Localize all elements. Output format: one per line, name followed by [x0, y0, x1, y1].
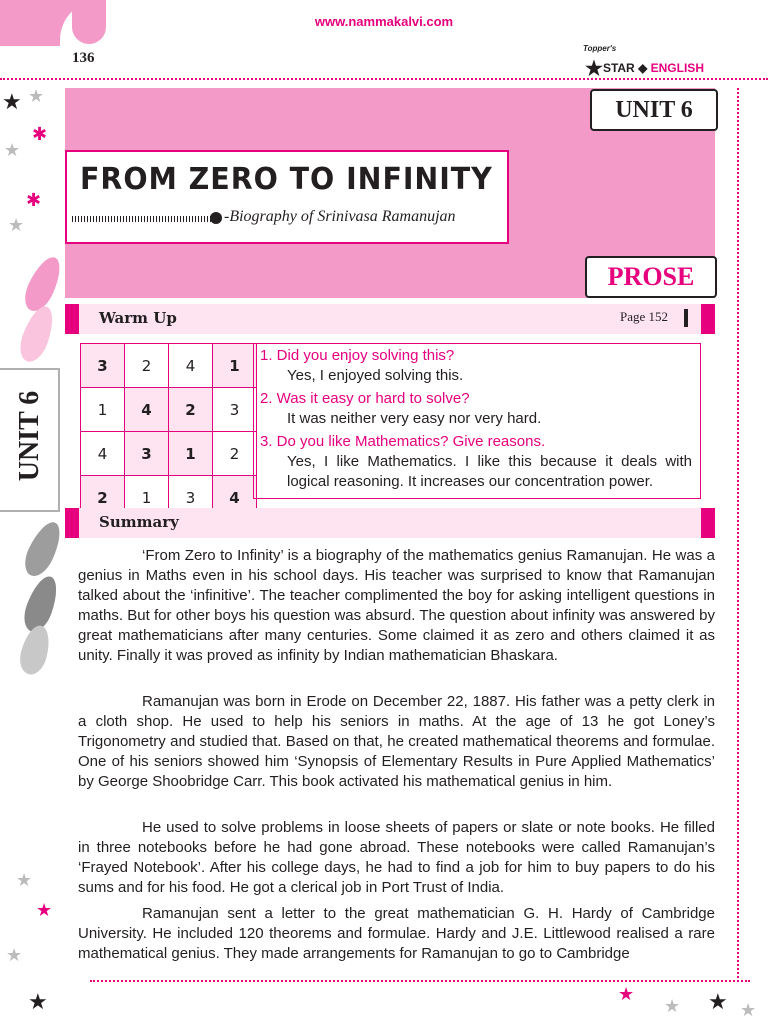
grid-cell: 3 — [81, 344, 125, 388]
page-reference: Page 152 — [620, 309, 669, 324]
grid-cell: 2 — [81, 476, 125, 520]
right-dotted-line — [737, 88, 739, 978]
question-2: 2. Was it easy or hard to solve? — [260, 390, 470, 407]
grid-cell: 1 — [125, 476, 169, 520]
grid-row — [81, 344, 257, 388]
grid-cell: 3 — [213, 388, 257, 432]
star-icon: ★ — [618, 984, 635, 1005]
star-icon: ★ — [4, 140, 21, 161]
petal-decoration — [19, 517, 67, 581]
brand-subject: ENGLISH — [650, 61, 704, 75]
bottom-dotted-line — [90, 980, 750, 982]
chapter-subtitle: -Biography of Srinivasa Ramanujan — [224, 208, 456, 225]
section-type-label: PROSE — [585, 256, 717, 298]
grid-cell: 1 — [81, 388, 125, 432]
petal-decoration — [16, 622, 54, 677]
top-dotted-line — [0, 78, 768, 80]
grid-cell: 1 — [169, 432, 213, 476]
star-icon: ★ — [664, 996, 681, 1017]
answer-3: Yes, I like Mathematics. I like this because it deals with logical reasoning. It increases our concentration power. — [287, 453, 692, 490]
summary-paragraph: He used to solve problems in loose sheets of papers or slate or note books. He filled in three notebooks before he had gone abroad. These notebooks were called Ramanujan’s ‘Frayed Notebook’. After his college days, he had to find a job for him to buy papers to do his sums and for his food. He got a clerical job in Port Trust of India. — [78, 819, 715, 896]
answer-2: It was neither very easy nor very hard. — [287, 410, 542, 427]
summary-paragraph: ‘From Zero to Infinity’ is a biography of the mathematics genius Ramanujan. He was a genius in Maths even in his school days. His teacher was surprised to know that Ramanujan talked about the ‘infinitive’. The teacher complimented the boy for asking intelligent questions in maths. But for other boys his question was absurd. The question about infinity was answered by great mathematicians after many centuries. Some claimed it as zero and others claimed it as unity. Finally it was proved as infinity by Indian mathematician Bhaskara. — [78, 547, 715, 664]
summary-left-bar — [65, 508, 79, 538]
warm-up-header — [65, 304, 715, 334]
grid-cell: 2 — [125, 344, 169, 388]
summary-paragraph: Ramanujan was born in Erode on December 22, 1887. His father was a petty clerk in a cloth shop. He used to help his seniors in maths. At the age of 13 he got Loney’s Trigonometry and studied that. Based on that, he created mathematical theorems and formulae. One of his seniors showed him ‘Synopsis of Elementary Results in Pure Applied Mathematics’ by George Shoobridge Carr. This book activated his mathematical genius in him. — [78, 693, 715, 790]
grid-row — [81, 432, 257, 476]
star-icon: ✱ — [26, 190, 42, 211]
diamond-icon: ◆ — [638, 61, 648, 75]
star-icon: ★ — [585, 58, 603, 80]
question-1: 1. Did you enjoy solving this? — [260, 347, 455, 364]
grid-cell: 4 — [125, 388, 169, 432]
star-icon: ★ — [16, 870, 33, 891]
website-url[interactable]: www.nammakalvi.com — [314, 14, 454, 29]
star-icon: ★ — [36, 900, 53, 921]
star-icon: ★ — [28, 86, 45, 107]
side-unit-label: UNIT 6 — [14, 390, 45, 482]
brand-small-text: Topper's — [583, 44, 617, 53]
star-icon: ✱ — [32, 124, 48, 145]
star-icon: ★ — [2, 90, 22, 115]
grid-row — [81, 388, 257, 432]
star-icon: ★ — [708, 990, 728, 1015]
star-icon: ★ — [8, 215, 25, 236]
page-number: 136 — [72, 50, 95, 66]
grid-cell: 4 — [169, 344, 213, 388]
summary-paragraph: Ramanujan sent a letter to the great mathematician G. H. Hardy of Cambridge University. He included 120 theorems and formulae. Hardy and J.E. Littlewood realised a rare mathematical genius. They made arrangements for Ramanujan to go to Cambridge — [78, 905, 715, 962]
grid-cell: 3 — [169, 476, 213, 520]
summary-header — [65, 508, 715, 538]
summary-heading: Summary — [99, 513, 179, 531]
petal-decoration — [15, 302, 59, 365]
subtitle-bullet — [210, 212, 222, 224]
warm-up-right-bar — [701, 304, 715, 334]
warm-up-left-bar — [65, 304, 79, 334]
puzzle-grid — [80, 343, 257, 520]
warm-up-heading: Warm Up — [99, 309, 177, 327]
unit-label: UNIT 6 — [590, 89, 718, 131]
brand-mid-text: STAR — [602, 61, 635, 75]
subtitle-rule — [72, 216, 212, 222]
grid-cell: 2 — [169, 388, 213, 432]
grid-cell: 1 — [213, 344, 257, 388]
question-3: 3. Do you like Mathematics? Give reasons. — [260, 433, 546, 450]
grid-cell: 4 — [213, 476, 257, 520]
star-icon: ★ — [6, 945, 23, 966]
grid-cell: 4 — [81, 432, 125, 476]
page-reference-bar — [684, 309, 688, 327]
star-icon: ★ — [740, 1000, 757, 1021]
grid-cell: 2 — [213, 432, 257, 476]
question-answer-list — [260, 346, 692, 492]
star-icon: ★ — [28, 990, 48, 1015]
summary-right-bar — [701, 508, 715, 538]
grid-cell: 3 — [125, 432, 169, 476]
answer-1: Yes, I enjoyed solving this. — [287, 367, 464, 384]
chapter-title: FROM ZERO TO INFINITY — [80, 162, 493, 197]
